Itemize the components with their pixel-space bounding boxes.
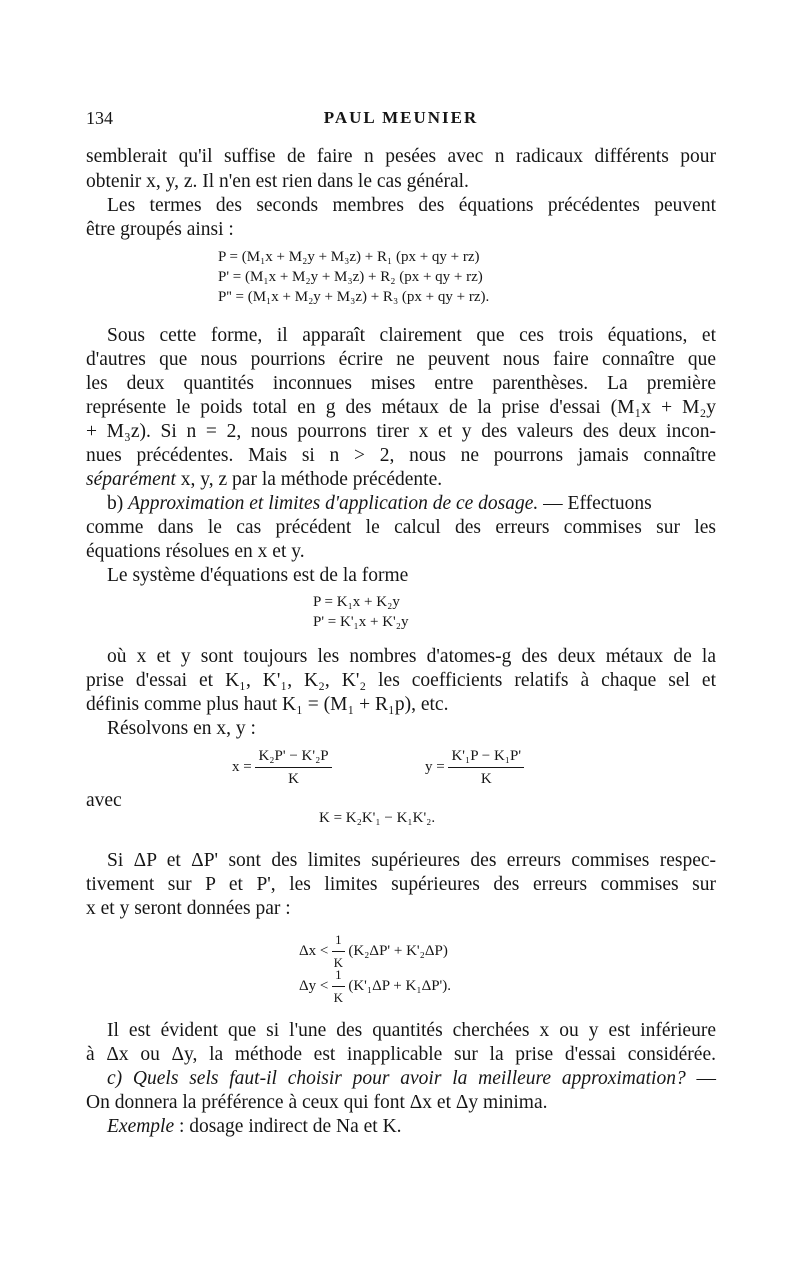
- text-line: représente le poids total en g des métaux de la prise d'essai (M₁x + M₂y: [86, 397, 716, 418]
- text-line: Résolvons en x, y :: [107, 718, 256, 739]
- emphasis-text: Exemple: [107, 1116, 175, 1137]
- denominator: K: [333, 955, 344, 970]
- equation: K = K₂K'₁ − K₁K'₂.: [319, 810, 436, 826]
- text-line: Les termes des seconds membres des équations précédentes peuvent: [107, 195, 716, 216]
- text-line: Sous cette forme, il apparaît clairement que ces trois équations, et: [107, 325, 716, 346]
- text-line: définis comme plus haut K₁ = (M₁ + R₁p), etc.: [86, 694, 449, 715]
- text-line: être groupés ainsi :: [86, 219, 234, 240]
- equation-lhs: x =: [232, 758, 252, 775]
- equation-rhs: (K'₁ΔP + K₁ΔP').: [348, 977, 452, 994]
- text-line: [86, 468, 716, 492]
- equation: P'' = (M₁x + M₂y + M₃z) + R₃ (px + qy + rz).: [218, 289, 490, 305]
- text-span: : dosage indirect de Na et K.: [174, 1116, 402, 1137]
- text-line: x et y seront données par :: [86, 898, 291, 919]
- text-line: les deux quantités inconnues mises entre parenthèses. La première: [86, 373, 716, 394]
- equation-lhs: y =: [425, 758, 445, 775]
- section-heading: c) Quels sels faut-il choisir pour avoir la meilleure approximation?: [107, 1068, 686, 1089]
- text-line: obtenir x, y, z. Il n'en est rien dans le cas général.: [86, 171, 469, 192]
- text-line: Le système d'équations est de la forme: [107, 565, 409, 586]
- numerator: K₂P' − K'₂P: [255, 746, 331, 768]
- equation-y: [425, 746, 524, 789]
- text-line: + M₃z). Si n = 2, nous pourrons tirer x et y des valeurs des deux incon-: [86, 421, 716, 442]
- equation: P' = (M₁x + M₂y + M₃z) + R₂ (px + qy + rz): [218, 269, 483, 285]
- page-header: [86, 108, 716, 132]
- fraction: [448, 746, 524, 789]
- text-line: comme dans le cas précédent le calcul des erreurs commises sur les: [86, 517, 716, 538]
- numerator: K'₁P − K₁P': [448, 746, 524, 768]
- numerator: 1: [332, 930, 345, 952]
- text-line: [107, 492, 716, 516]
- equation-x: [232, 746, 332, 789]
- text-span: x, y, z par la méthode précédente.: [175, 469, 443, 490]
- fraction: [332, 965, 345, 1008]
- denominator: K: [333, 990, 344, 1005]
- equation-dy: [299, 965, 451, 1008]
- denominator: K: [288, 771, 299, 787]
- text-line: On donnera la préférence à ceux qui font Δx et Δy minima.: [86, 1092, 548, 1113]
- text-line: avec: [86, 790, 122, 811]
- text-line: nues précédentes. Mais si n > 2, nous ne pourrons jamais connaître: [86, 445, 716, 466]
- denominator: K: [480, 771, 492, 787]
- equation-rhs: (K₂ΔP' + K'₂ΔP): [348, 942, 448, 959]
- text-line: semblerait qu'il suffise de faire n pesées avec n radicaux différents pour: [86, 146, 716, 167]
- text-line: équations résolues en x et y.: [86, 541, 305, 562]
- numerator: 1: [332, 965, 345, 987]
- section-heading: Approximation et limites d'application de ce dosage.: [128, 493, 539, 514]
- text-line: où x et y sont toujours les nombres d'atomes-g des deux métaux de la: [107, 646, 716, 667]
- text-line: Si ΔP et ΔP' sont des limites supérieures des erreurs commises respec-: [107, 850, 716, 871]
- equation: P = K₁x + K₂y: [313, 594, 400, 610]
- equation: P = (M₁x + M₂y + M₃z) + R₁ (px + qy + rz): [218, 249, 480, 265]
- equation-lhs: Δy <: [299, 977, 329, 994]
- text-span: b): [107, 493, 129, 514]
- text-line: d'autres que nous pourrions écrire ne peuvent nous faire connaître que: [86, 349, 716, 370]
- text-line: [107, 1067, 716, 1091]
- text-line: Il est évident que si l'une des quantités cherchées x ou y est inférieure: [107, 1020, 716, 1041]
- text-span: — Effectuons: [538, 493, 652, 514]
- emphasis-text: séparément: [86, 469, 176, 490]
- text-span: —: [685, 1068, 717, 1089]
- text-line: à Δx ou Δy, la méthode est inapplicable sur la prise d'essai considérée.: [86, 1044, 716, 1065]
- text-line: [107, 1115, 716, 1139]
- equation: P' = K'₁x + K'₂y: [313, 614, 409, 630]
- equation-lhs: Δx <: [299, 942, 329, 959]
- text-line: prise d'essai et K₁, K'₁, K₂, K'₂ les coefficients relatifs à chaque sel et: [86, 670, 716, 691]
- fraction: [255, 746, 331, 789]
- running-head: PAUL MEUNIER: [323, 108, 479, 127]
- page-number: 134: [86, 108, 113, 128]
- text-line: tivement sur P et P', les limites supérieures des erreurs commises sur: [86, 874, 716, 895]
